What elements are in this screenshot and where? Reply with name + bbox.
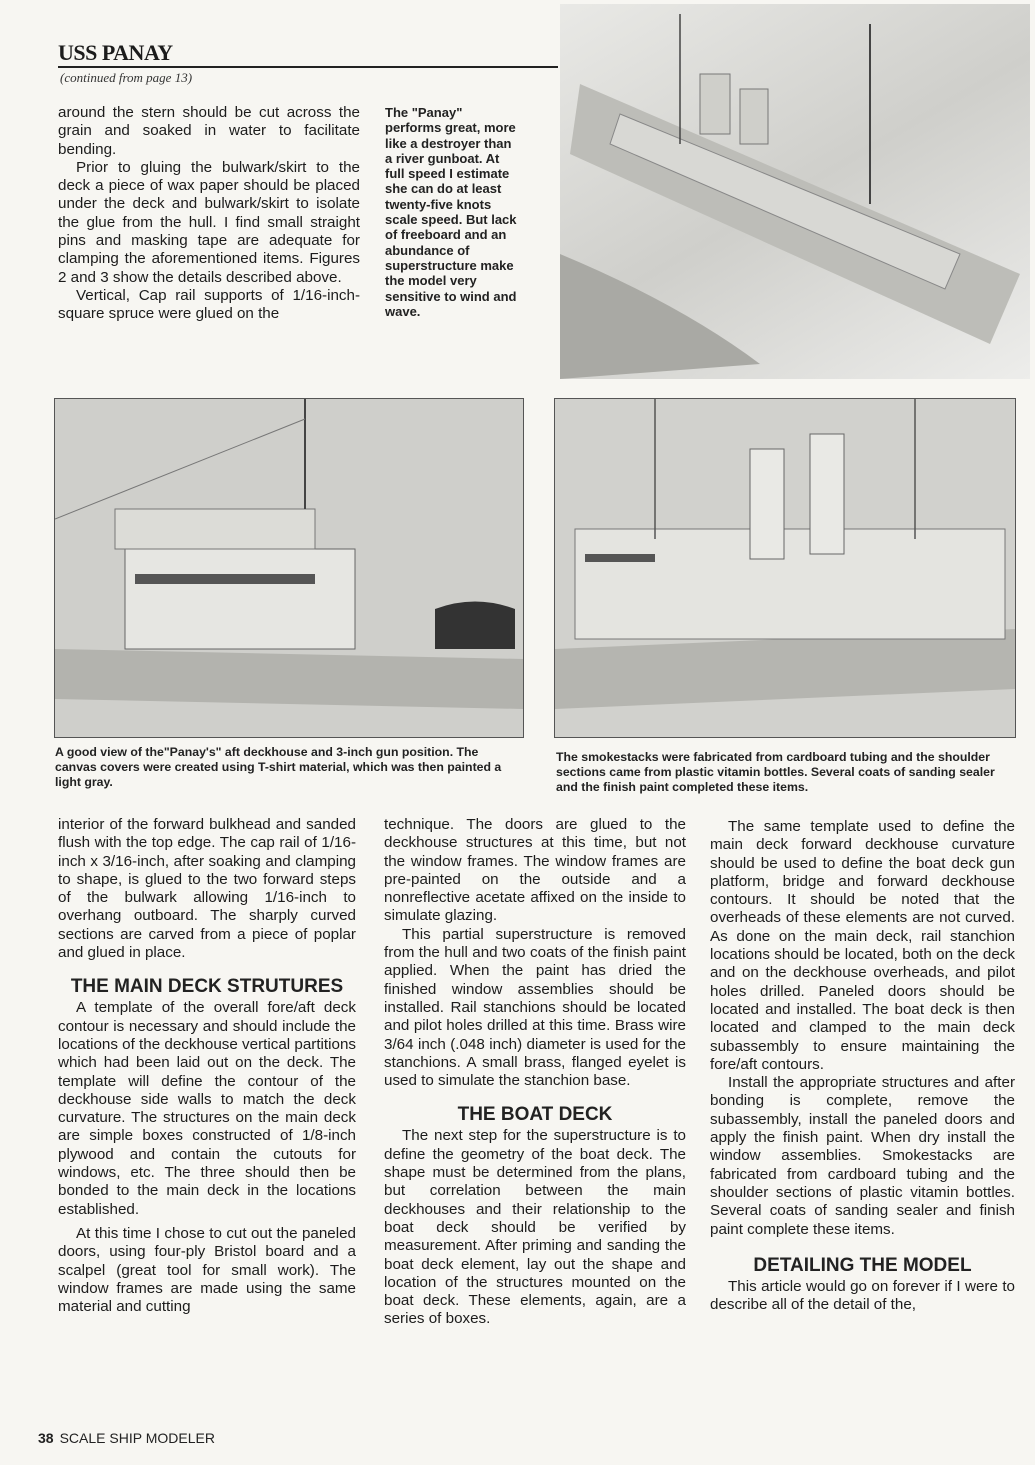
section-heading: THE MAIN DECK STRUTURES <box>70 976 344 998</box>
paragraph: At this time I chose to cut out the paneled doors, using four-ply Bristol board and a scalpel (great tool for small work). The window frames are made using the same material and cutting <box>58 1224 356 1316</box>
title-rule <box>58 66 558 68</box>
section-heading: DETAILING THE MODEL <box>753 1254 972 1276</box>
text-column-2 <box>384 816 686 1329</box>
caption-right: The smokestacks were fabricated from cardboard tubing and the shoulder sections came from plastic vitamin bottles. Several coats of sanding sealer and the finish paint completed these items. <box>556 750 995 794</box>
page-number: 38 <box>38 1430 54 1446</box>
paragraph: This article would go on forever if I were to describe all of the detail of the, <box>710 1277 1015 1314</box>
paragraph: This partial superstructure is removed from the hull and two coats of the finish paint applied. When the paint has dried the finished window assemblies should be installed. Rail stanchions should be located and pilot holes drilled at this time. Brass wire 3/64 inch (.048 inch) diameter is used for the stanchions. A small brass, flanged eyelet is used to simulate the stanchion base. <box>384 925 686 1090</box>
caption-left: A good view of the"Panay's" aft deckhouse and 3-inch gun position. The canvas covers were created using T-shirt material, which was then painted a light gray. <box>55 745 502 789</box>
magazine-name: SCALE SHIP MODELER <box>59 1430 215 1446</box>
paragraph: interior of the forward bulkhead and sanded flush with the top edge. The cap rail of 1/16-inch x 3/16-inch, after soaking and clamping to shape, is glued to the two forward steps of the bulwark allowing 1/16-inch to overhang outboard. The sharply curved sections are carved from a piece of poplar and glued in place. <box>58 816 356 962</box>
text-column-1 <box>58 816 356 1316</box>
page-footer <box>38 1430 215 1446</box>
top-text-column <box>58 104 360 324</box>
paragraph: technique. The doors are glued to the deckhouse structures at this time, but not the window frames. The window frames are pre-painted on the outside and a nonreflective acetate affixed on the inside to simulate glazing. <box>384 816 686 925</box>
smokestacks-illustration <box>555 399 1015 737</box>
ship-overhead-illustration <box>560 4 1030 379</box>
paragraph: The same template used to define the main deck forward deckhouse curvature should be used to define the boat deck gun platform, bridge and forward deckhouse contours. It should be noted that the overheads of these elements are not curved. As done on the main deck, rail stanchion locations should be located, both on the deck and on the deckhouse overheads, and pilot holes drilled. Paneled doors should be located and installed. The boat deck is then located and clamped to the main deck subassembly to ensure maintaining the fore/aft contours. <box>710 818 1015 1073</box>
article-title: USS PANAY <box>58 40 173 65</box>
pull-quote: The "Panay" performs great, more like a destroyer than a river gunboat. At full speed I estimate she can do at least twenty-five knots scale speed. But lack of freeboard and an abundance of superstructure make the model very sensitive to wind and wave. <box>385 105 517 319</box>
paragraph: around the stern should be cut across the grain and soaked in water to facilitate bending. <box>58 104 360 158</box>
text-column-3 <box>710 818 1015 1314</box>
paragraph: Vertical, Cap rail supports of 1/16-inch-square spruce were glued on the <box>58 286 360 323</box>
photo-smokestacks <box>554 398 1016 738</box>
paragraph: Prior to gluing the bulwark/skirt to the deck a piece of wax paper should be placed under the deck and bulwark/skirt to isolate the glue from the hull. I find small straight pins and masking tape are adequate for clamping the aforementioned items. Figures 2 and 3 show the details described above. <box>58 158 360 286</box>
aft-deckhouse-illustration <box>55 399 523 737</box>
photo-aft-deckhouse <box>54 398 524 738</box>
photo-ship-overhead <box>560 4 1030 379</box>
paragraph: The next step for the superstructure is to define the geometry of the boat deck. The shape must be determined from the plans, but correlation between the main deckhouses and their relationship to the boat deck should be verified by measurement. After priming and sanding the boat deck element, lay out the shape and location of the structures mounted on the boat deck. These elements, again, are a series of boxes. <box>384 1127 686 1328</box>
continued-note: (continued from page 13) <box>60 70 193 85</box>
paragraph: Install the appropriate structures and after bonding is complete, remove the subassembly, install the paneled doors and apply the finish paint. When dry install the window assemblies. Smokestacks are fabricated from cardboard tubing and the shoulder sections of plastic vitamin bottles. Several coats of sanding sealer and finish paint complete these items. <box>710 1074 1015 1238</box>
paragraph: A template of the overall fore/aft deck contour is necessary and should include the locations of the deckhouse vertical partitions which had been laid out on the deck. The template will define the contour of the deckhouse side walls to match the deck curvature. The structures on the main deck are simple boxes constructed of 1/8-inch plywood and contain the cutouts for windows, etc. The three should then be bonded to the main deck in the locations established. <box>58 999 357 1218</box>
section-heading: THE BOAT DECK <box>457 1104 613 1126</box>
